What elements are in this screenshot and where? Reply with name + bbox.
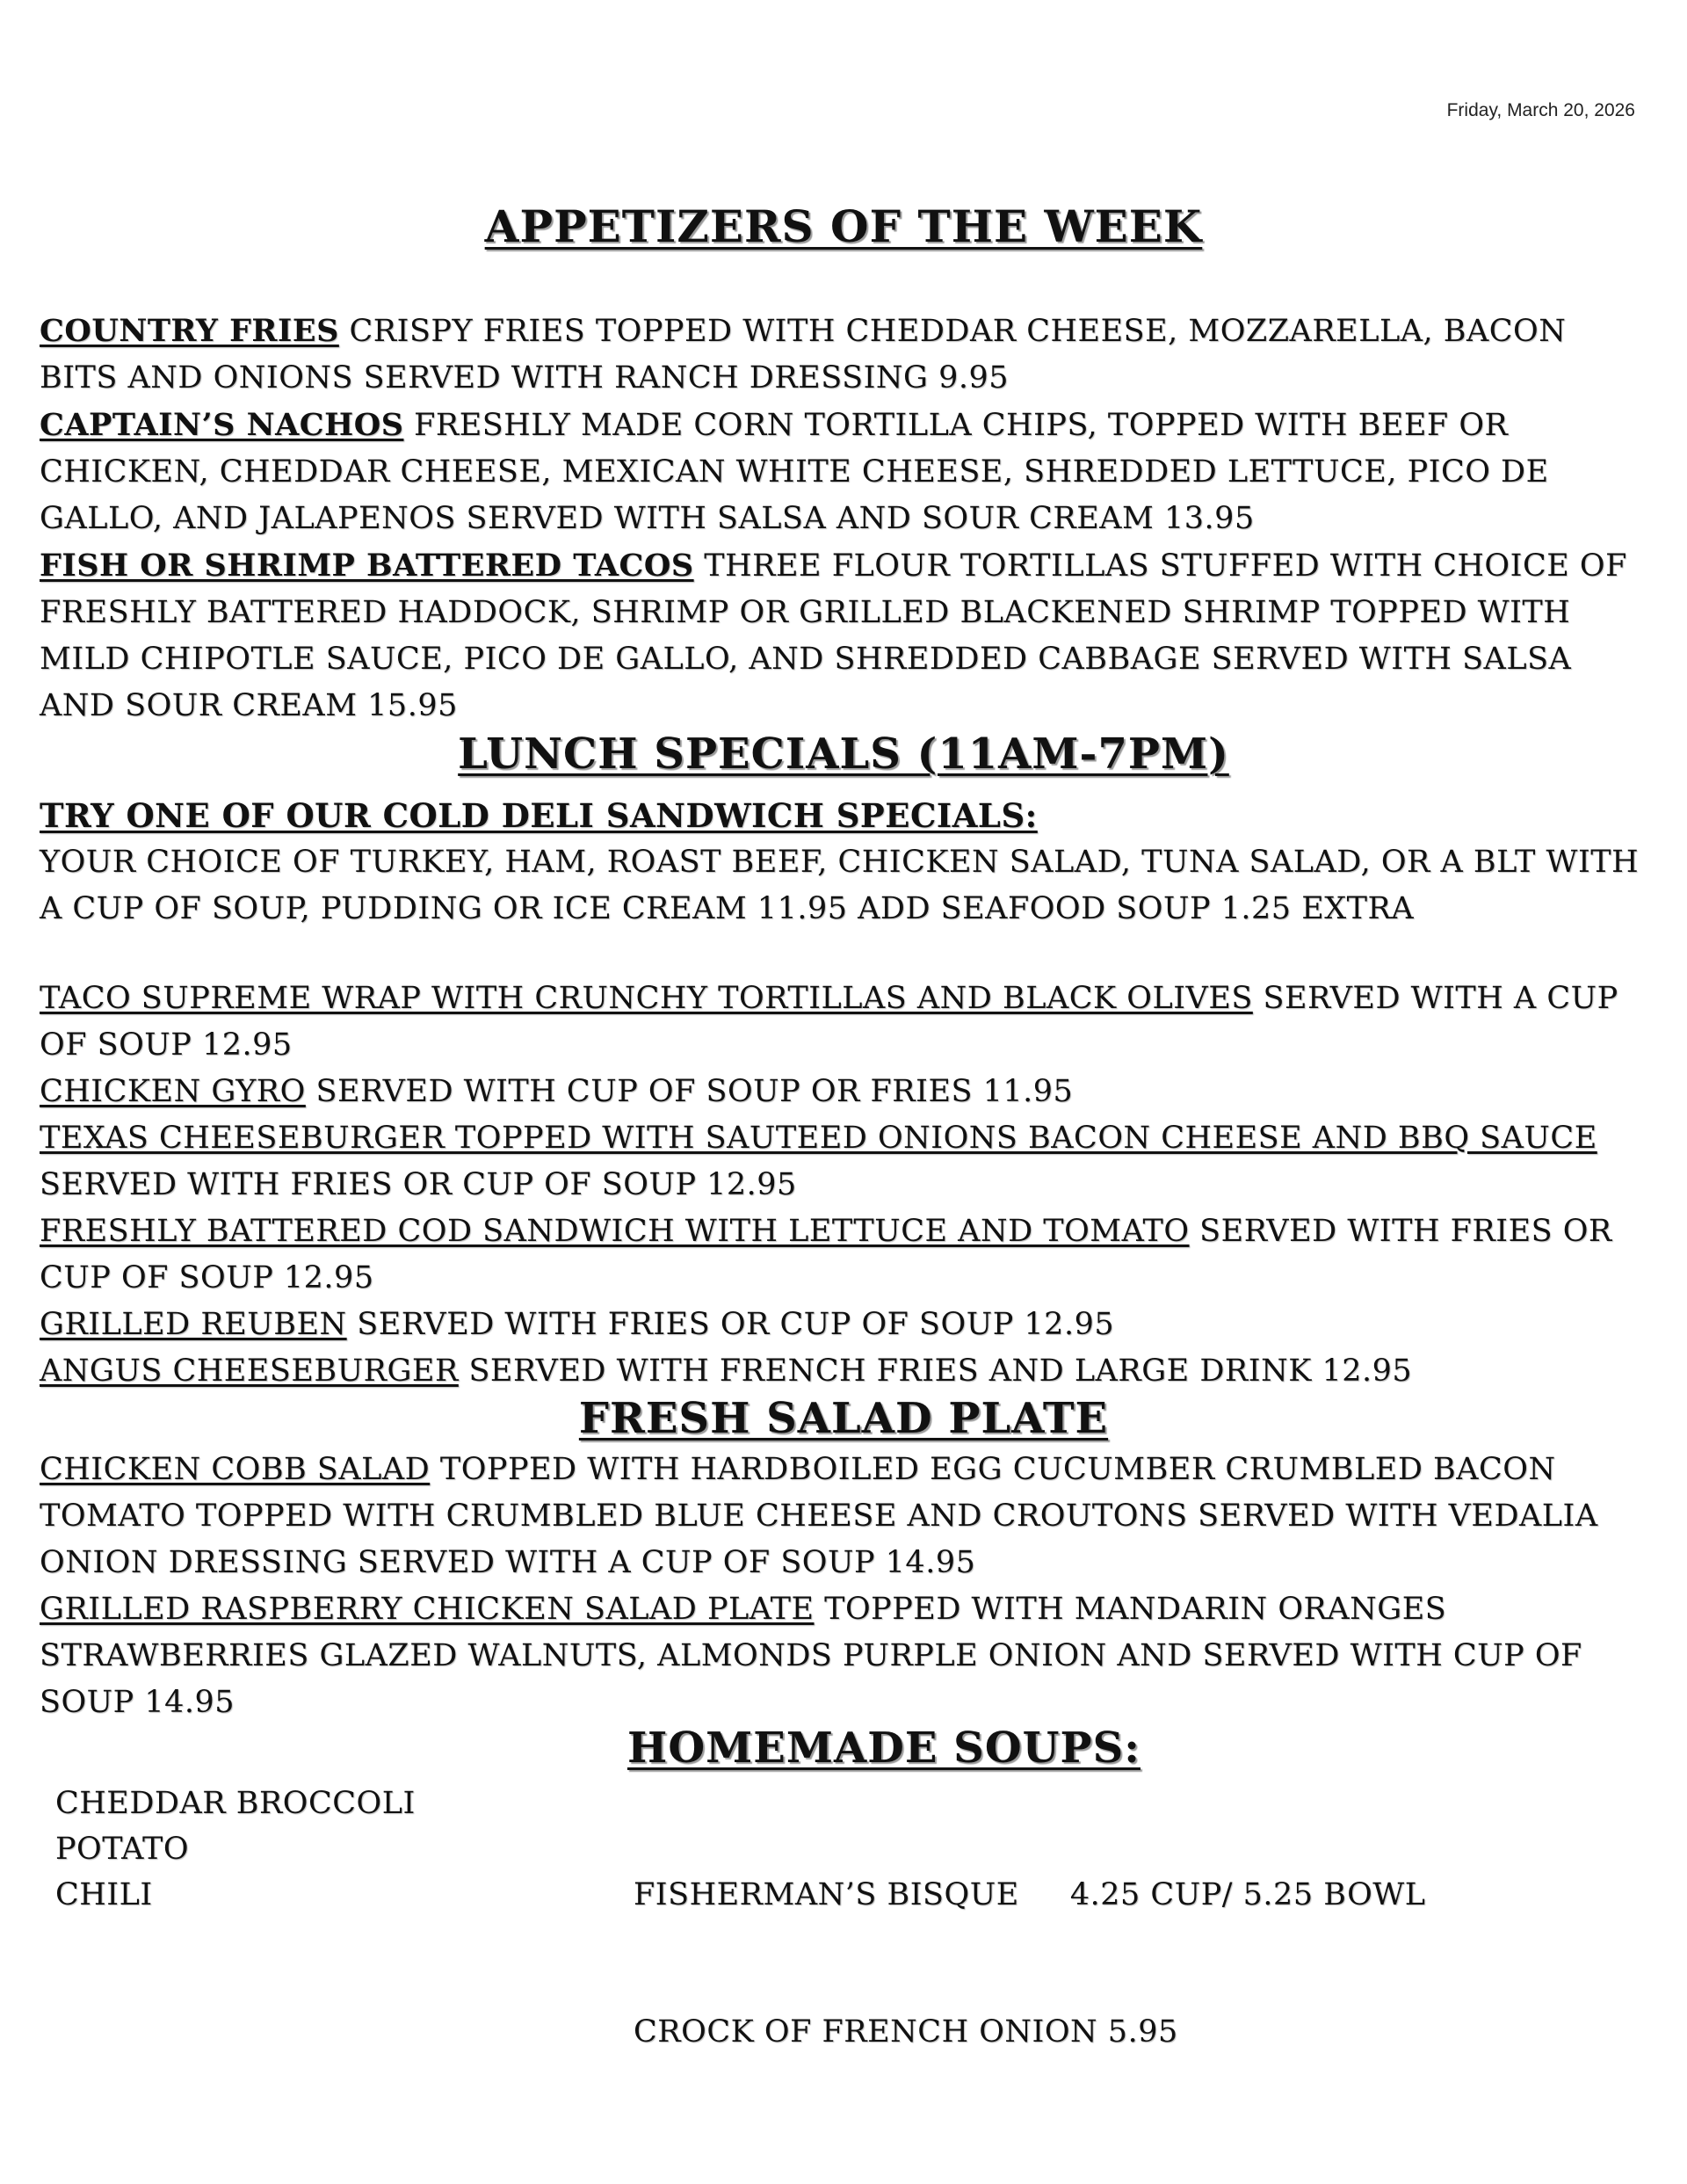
lunch-item <box>40 1348 1647 1395</box>
appetizer-item <box>40 308 1647 402</box>
appetizer-description: FRESHLY MADE CORN TORTILLA CHIPS, TOPPED WITH BEEF OR CHICKEN, CHEDDAR CHEESE, MEXICAN WHITE CHEESE, SHREDDED LETTUCE, PICO DE GALLO, AND JALAPENOS SERVED WITH SALSA AND SOUR CREAM 13.95 <box>40 408 1549 536</box>
lunch-item-description: SERVED WITH A CUP OF SOUP 12.95 <box>40 981 1618 1063</box>
lunch-item-name: ANGUS CHEESEBURGER <box>40 1353 459 1389</box>
salad-item-description: TOPPED WITH HARDBOILED EGG CUCUMBER CRUMBLED BACON TOMATO TOPPED WITH CRUMBLED BLUE CHEESE AND CROUTONS SERVED WITH VEDALIA ONION DRESSING SERVED WITH A CUP OF SOUP 14.95 <box>40 1452 1598 1580</box>
appetizers-heading: APPETIZERS OF THE WEEK <box>484 200 1203 252</box>
soup-item: CHEDDAR BROCCOLI <box>55 1786 416 1821</box>
lunch-item <box>40 976 1647 1069</box>
lunch-item-name: GRILLED REUBEN <box>40 1307 347 1342</box>
salad-item-name: GRILLED RASPBERRY CHICKEN SALAD PLATE <box>40 1592 815 1627</box>
salad-item <box>40 1586 1647 1726</box>
lunch-item-name: FRESHLY BATTERED COD SANDWICH WITH LETTUCE AND TOMATO <box>40 1214 1190 1249</box>
appetizer-name: CAPTAIN’S NACHOS <box>40 407 404 443</box>
appetizers-list <box>40 308 1647 729</box>
deli-block <box>40 793 1647 932</box>
salad-item-description: TOPPED WITH MANDARIN ORANGES STRAWBERRIES GLAZED WALNUTS, ALMONDS PURPLE ONION AND SERVED WITH CUP OF SOUP 14.95 <box>40 1592 1582 1720</box>
soup-item: POTATO <box>55 1832 190 1867</box>
appetizer-description: THREE FLOUR TORTILLAS STUFFED WITH CHOICE OF FRESHLY BATTERED HADDOCK, SHRIMP OR GRILLED BLACKENED SHRIMP TOPPED WITH MILD CHIPOTLE SAUCE, PICO DE GALLO, AND SHREDDED CABBAGE SERVED WITH SALSA AND SOUR CREAM 15.95 <box>40 548 1627 723</box>
lunch-item-description: SERVED WITH CUP OF SOUP OR FRIES 11.95 <box>305 1074 1074 1109</box>
lunch-item <box>40 1069 1647 1115</box>
lunch-item-description: SERVED WITH FRIES OR CUP OF SOUP 12.95 <box>346 1307 1115 1342</box>
appetizer-item <box>40 542 1647 729</box>
salad-list <box>40 1447 1647 1726</box>
salad-heading: FRESH SALAD PLATE <box>578 1394 1109 1443</box>
menu-date: Friday, March 20, 2026 <box>1446 100 1635 120</box>
lunch-item-name: TEXAS CHEESEBURGER TOPPED WITH SAUTEED ONIONS BACON CHEESE AND BBQ SAUCE <box>40 1121 1597 1156</box>
soups-right-column <box>634 1781 1512 2146</box>
lunch-item <box>40 1208 1647 1302</box>
lunch-item-description: SERVED WITH FRIES OR CUP OF SOUP 12.95 <box>40 1214 1612 1295</box>
lunch-specials-heading: LUNCH SPECIALS (11AM-7PM) <box>458 729 1229 779</box>
appetizer-name: FISH OR SHRIMP BATTERED TACOS <box>40 548 694 584</box>
soups-heading: HOMEMADE SOUPS: <box>627 1723 1140 1773</box>
lunch-item-description: SERVED WITH FRENCH FRIES AND LARGE DRINK 12.95 <box>458 1353 1413 1389</box>
appetizer-name: COUNTRY FRIES <box>40 313 339 349</box>
deli-heading: TRY ONE OF OUR COLD DELI SANDWICH SPECIALS: <box>40 796 1038 835</box>
appetizer-description: CRISPY FRIES TOPPED WITH CHEDDAR CHEESE, MOZZARELLA, BACON BITS AND ONIONS SERVED WITH RANCH DRESSING 9.95 <box>40 314 1567 395</box>
lunch-item-name: TACO SUPREME WRAP WITH CRUNCHY TORTILLAS AND BLACK OLIVES <box>40 981 1253 1016</box>
soups-left-column <box>55 1781 618 1918</box>
salad-item-name: CHICKEN COBB SALAD <box>40 1452 431 1487</box>
soup-item: CHILI <box>55 1877 153 1912</box>
soup-item: CROCK OF FRENCH ONION 5.95 <box>634 2014 1178 2050</box>
salad-item <box>40 1447 1647 1586</box>
deli-text: YOUR CHOICE OF TURKEY, HAM, ROAST BEEF, CHICKEN SALAD, TUNA SALAD, OR A BLT WITH A CUP OF SOUP, PUDDING OR ICE CREAM 11.95 ADD SEAFOOD SOUP 1.25 EXTRA <box>40 845 1640 926</box>
lunch-item-description: SERVED WITH FRIES OR CUP OF SOUP 12.95 <box>40 1167 797 1202</box>
appetizer-item <box>40 402 1647 542</box>
lunch-item <box>40 1302 1647 1348</box>
lunch-item-name: CHICKEN GYRO <box>40 1074 306 1109</box>
lunch-list <box>40 976 1647 1395</box>
lunch-item <box>40 1115 1647 1208</box>
soup-item: FISHERMAN’S BISQUE 4.25 CUP/ 5.25 BOWL <box>634 1877 1426 1912</box>
